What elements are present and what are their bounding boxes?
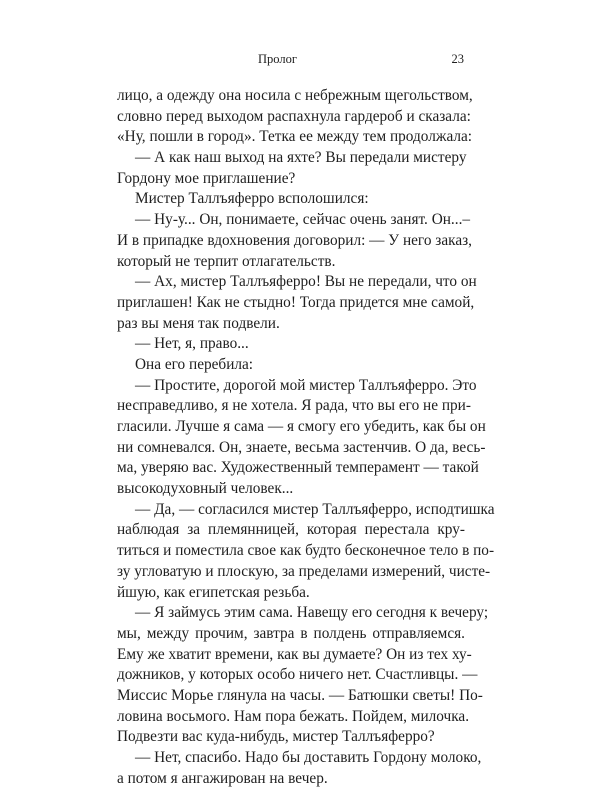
text-line: раз вы меня так подвели. [117, 314, 280, 332]
running-title: Пролог [258, 52, 297, 66]
text-line: — Нет, я, право... [135, 335, 249, 353]
text-line: — Нет, спасибо. Надо бы доставить Гордону молоко, [135, 749, 482, 766]
text-line: ни сомневался. Он, знаете, весьма застенчив. О да, весь- [117, 438, 486, 456]
text-line: — Да, — согласился мистер Таллъяферро, исподтишка [135, 500, 495, 518]
text-line: зу угловатую и плоскую, за пределами измерений, чисте- [117, 562, 491, 580]
text-line: И в припадке вдохновения договорил: — У него заказ, [117, 231, 472, 249]
text-line: — А как наш выход на яхте? Вы передали мистеру [135, 149, 467, 167]
text-line: несправедливо, я не хотела. Я рада, что вы его не при- [117, 397, 471, 415]
text-line: Миссис Морье глянула на часы. — Батюшки светы! По- [117, 686, 483, 704]
text-line: — Ах, мистер Таллъяферро! Вы не передали, что он [135, 273, 477, 291]
text-line: мы, между прочим, завтра в полдень отправляемся. [117, 624, 465, 642]
text-line: йшую, как египетская резьба. [117, 583, 310, 601]
running-head [0, 52, 600, 72]
text-line: а потом я ангажирован на вечер. [117, 769, 328, 787]
body-text [117, 86, 495, 789]
text-line: наблюдая за племянницей, которая перестала кру- [117, 521, 465, 539]
text-line: приглашен! Как не стыдно! Тогда придется мне самой, [117, 293, 475, 311]
text-line: который не терпит отлагательств. [117, 252, 336, 270]
text-line: Она его перебила: [135, 355, 254, 373]
text-line: — Простите, дорогой мой мистер Таллъяферро. Это [135, 376, 477, 394]
text-line: — Ну-у... Он, понимаете, сейчас очень занят. Он...– [135, 211, 471, 229]
text-line: титься и поместила свое как будто бесконечное тело в по- [117, 542, 495, 560]
text-line: дожников, у которых особо ничего нет. Счастливцы. — [117, 666, 478, 684]
text-line: ловина восьмого. Нам пора бежать. Пойдем, милочка. [117, 707, 470, 725]
page-number: 23 [451, 52, 464, 66]
text-line: — Я займусь этим сама. Навещу его сегодня к вечеру; [135, 604, 489, 622]
text-line: «Ну, пошли в город». Тетка ее между тем продолжала: [117, 128, 473, 146]
text-line: высокодуховный человек... [117, 480, 294, 498]
text-line: Ему же хватит времени, как вы думаете? Он из тех ху- [117, 645, 472, 663]
text-line: гласили. Лучше я сама — я смогу его убедить, как бы он [117, 418, 486, 435]
text-line: Подвезти вас куда-нибудь, мистер Таллъяферро? [117, 728, 435, 746]
text-line: Мистер Таллъяферро всполошился: [135, 190, 369, 208]
text-line: Гордону мое приглашение? [117, 169, 296, 187]
text-line: словно перед выходом распахнула гардероб и сказала: [117, 107, 471, 125]
text-line: лицо, а одежду она носила с небрежным щегольством, [117, 87, 473, 104]
text-line: ма, уверяю вас. Художественный темперамент — такой [117, 459, 479, 477]
